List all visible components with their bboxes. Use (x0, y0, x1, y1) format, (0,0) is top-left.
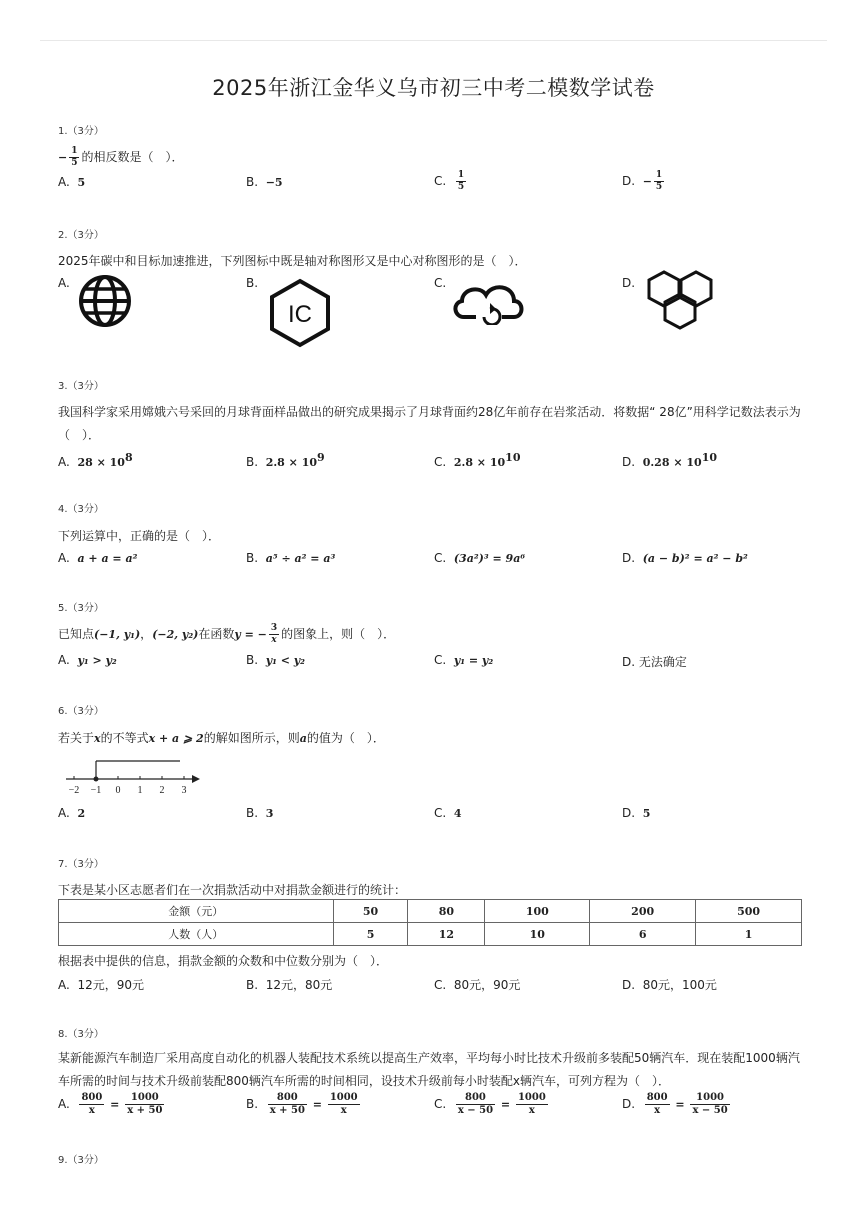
question-7-option-c[interactable]: C. 80元，90元 (434, 978, 521, 992)
question-1-option-c[interactable]: C. $\frac{1}{5}$ (434, 170, 465, 192)
tick-label: 1 (137, 785, 143, 796)
question-3-option-d[interactable]: D. $0.28 \times 10^{10}$ (622, 451, 717, 469)
svg-text:IC: IC (288, 301, 312, 328)
question-4-stem: 下列运算中，正确的是（ ）． (58, 529, 221, 543)
table-cell: 5 (333, 923, 408, 946)
donation-table (58, 899, 802, 946)
three-hexagons-icon[interactable] (640, 268, 720, 334)
question-2-stem: 2025年碳中和目标加速推进，下列图标中既是轴对称图形又是中心对称图形的是（ ）． (58, 254, 527, 268)
page-title: 2025年浙江金华义乌市初三中考二模数学试卷 (212, 76, 655, 100)
table-row (59, 923, 802, 946)
cloud-sync-icon[interactable] (450, 281, 530, 325)
table-cell: 人数（人） (59, 923, 334, 946)
question-5-option-c[interactable]: C. y₁ = y₂ (434, 653, 494, 667)
table-row (59, 900, 802, 923)
question-5-option-d[interactable]: D. 无法确定 (622, 655, 687, 669)
question-5-stem: 已知点(−1, y₁)，(−2, y₂)在函数y = − $\frac{3}{x}$ 的图象上，则（ ）． (58, 623, 396, 645)
table-cell: 12 (408, 923, 485, 946)
question-3-number: 3.（3分） (58, 381, 104, 392)
question-1-option-b[interactable]: B. −5 (246, 175, 283, 189)
fraction: $\frac{1}{5}$ (71, 146, 78, 168)
tick-label: 3 (181, 785, 187, 796)
question-9-number: 9.（3分） (58, 1155, 104, 1166)
question-3-option-c[interactable]: C. $2.8 \times 10^{10}$ (434, 451, 521, 469)
question-8-stem: 某新能源汽车制造厂采用高度自动化的机器人装配技术系统以提高生产效率，平均每小时比技术升级前多装配50辆汽车．现在装配1000辆汽车所需的时间与技术升级前装配800辆汽车所需的时间相同，设技术升级前每小时装配x辆汽车，可列方程为（ ）． (58, 1051, 800, 1088)
table-cell: 金额（元） (59, 900, 334, 923)
table-cell: 100 (485, 900, 590, 923)
question-1-option-d[interactable]: D. − $\frac{1}{5}$ (622, 170, 663, 192)
question-1-option-a[interactable]: A. 5 (58, 175, 86, 189)
table-cell: 6 (590, 923, 696, 946)
question-7-stem: 下表是某小区志愿者们在一次捐款活动中对捐款金额进行的统计： (58, 883, 407, 897)
tick-label: 0 (115, 785, 121, 796)
question-6-option-a[interactable]: A. 2 (58, 806, 86, 820)
question-6-option-b[interactable]: B. 3 (246, 806, 274, 820)
question-6-option-c[interactable]: C. 4 (434, 806, 462, 820)
tick-label: 2 (159, 785, 165, 796)
question-6-option-d[interactable]: D. 5 (622, 806, 651, 820)
number-line (60, 755, 210, 797)
tick-label: −1 (90, 785, 102, 796)
question-3-option-b[interactable]: B. $2.8 \times 10^9$ (246, 451, 325, 469)
table-cell: 200 (590, 900, 696, 923)
globe-icon[interactable] (76, 274, 136, 330)
question-2-option-c-label[interactable]: C. (434, 276, 447, 290)
question-2-option-d-label[interactable]: D. (622, 276, 636, 290)
table-cell: 500 (696, 900, 802, 923)
question-2-option-b-label[interactable]: B. (246, 276, 259, 290)
question-7-option-b[interactable]: B. 12元，80元 (246, 978, 333, 992)
table-cell: 10 (485, 923, 590, 946)
tick-label: −2 (68, 785, 80, 796)
question-8-option-b[interactable]: B. $\frac{800}{x + 50}$ = $\frac{1000}{x}$ (246, 1092, 358, 1116)
question-8-number: 8.（3分） (58, 1029, 104, 1040)
question-7-option-d[interactable]: D. 80元，100元 (622, 978, 717, 992)
question-8-option-c[interactable]: C. $\frac{800}{x - 50}$ = $\frac{1000}{x}$ (434, 1092, 546, 1116)
question-6-stem: 若关于x的不等式x + a ⩾ 2的解如图所示，则a的值为（ ）． (58, 731, 385, 745)
question-2-option-a-label[interactable]: A. (58, 276, 70, 290)
question-7-number: 7.（3分） (58, 859, 104, 870)
question-4-option-b[interactable]: B. a⁵ ÷ a² = a³ (246, 551, 336, 565)
question-4-option-d[interactable]: D. (a − b)² = a² − b² (622, 551, 748, 565)
question-4-option-a[interactable]: A. a + a = a² (58, 551, 138, 565)
question-5-number: 5.（3分） (58, 603, 104, 614)
question-3-option-a[interactable]: A. $28 \times 10^8$ (58, 451, 133, 469)
table-cell: 1 (696, 923, 802, 946)
top-divider (40, 40, 827, 41)
question-5-option-a[interactable]: A. y₁ > y₂ (58, 653, 117, 667)
question-5-option-b[interactable]: B. y₁ < y₂ (246, 653, 305, 667)
question-4-option-c[interactable]: C. (3a²)³ = 9a⁶ (434, 551, 526, 565)
question-1-number: 1.（3分） (58, 126, 104, 137)
question-8-option-a[interactable]: A. $\frac{800}{x}$ = $\frac{1000}{x + 50}$ (58, 1092, 163, 1116)
table-cell: 80 (408, 900, 485, 923)
table-cell: 50 (333, 900, 408, 923)
question-7-followup: 根据表中提供的信息，捐款金额的众数和中位数分别为（ ）． (58, 954, 389, 968)
question-2-number: 2.（3分） (58, 230, 104, 241)
ic-hexagon-icon[interactable] (266, 278, 336, 348)
question-4-number: 4.（3分） (58, 504, 104, 515)
question-3-stem: 我国科学家采用嫦娥六号采回的月球背面样品做出的研究成果揭示了月球背面约28亿年前存在岩浆活动．将数据“ 28亿”用科学记数法表示为（ ）． (58, 405, 801, 442)
question-7-option-a[interactable]: A. 12元，90元 (58, 978, 144, 992)
question-6-number: 6.（3分） (58, 706, 104, 717)
question-8-option-d[interactable]: D. $\frac{800}{x}$ = $\frac{1000}{x - 50}$ (622, 1092, 728, 1116)
question-1-stem: − $\frac{1}{5}$ 的相反数是（ ）． (58, 146, 184, 168)
